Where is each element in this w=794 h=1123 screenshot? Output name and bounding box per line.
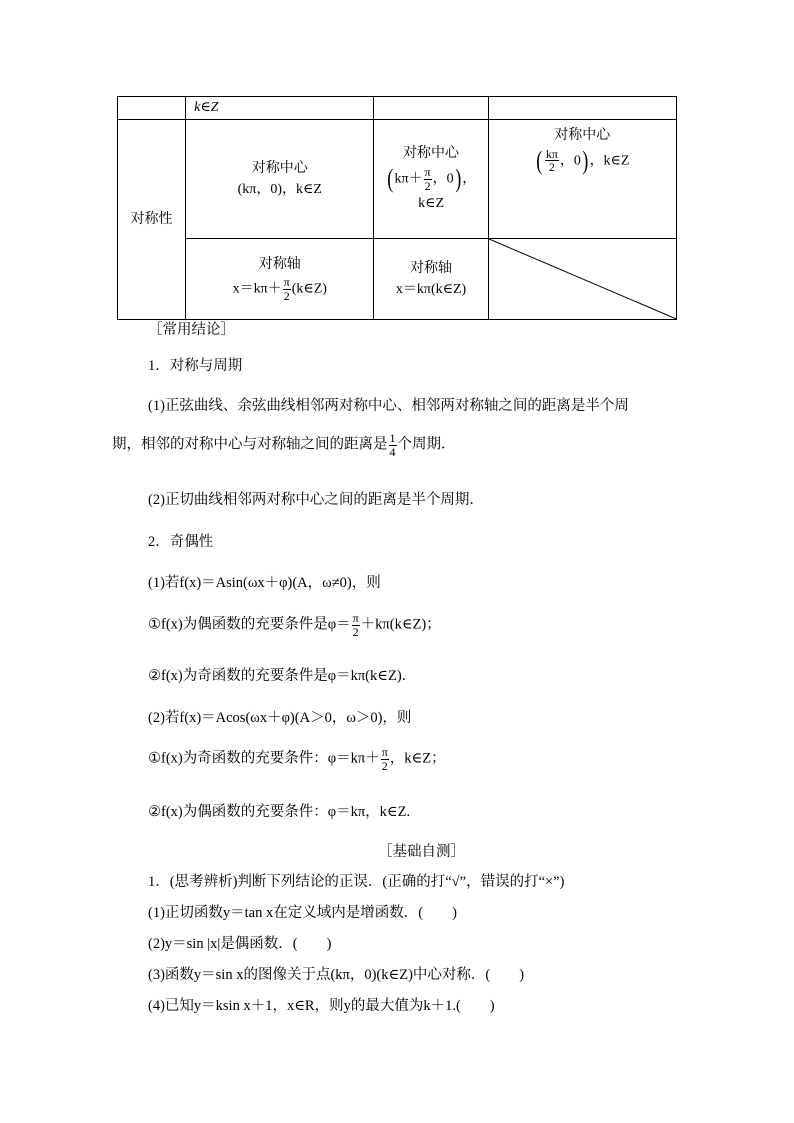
sin-axis-cell bbox=[186, 239, 374, 320]
sin-center-title: 对称中心 bbox=[251, 161, 308, 176]
fraction-numerator: π bbox=[352, 611, 359, 625]
table-cell bbox=[488, 97, 676, 120]
fraction bbox=[381, 746, 389, 772]
fraction-numerator: 1 bbox=[389, 431, 396, 445]
fraction-denominator: 2 bbox=[381, 758, 388, 773]
s2-p1b: ②f(x)为奇函数的充要条件是φ＝kπ(k∈Z)． bbox=[148, 668, 417, 684]
sin-center-cell bbox=[186, 120, 374, 239]
fraction bbox=[545, 148, 559, 174]
q1-4: (4)已知y＝ksin x＋1，x∈R，则y的最大值为k＋1.( ) bbox=[148, 998, 495, 1014]
common-heading: ［常用结论］ bbox=[148, 322, 235, 338]
diagonal-line bbox=[489, 239, 676, 319]
cos-center-formula: (kπ＋ $\frac{\pi}{2}$ ，0)， bbox=[387, 164, 477, 193]
formula-text: ， bbox=[462, 171, 477, 187]
fraction-numerator: kπ bbox=[545, 146, 558, 161]
fraction bbox=[352, 612, 360, 638]
cos-center-k: k∈Z bbox=[418, 196, 444, 212]
symmetry-label-cell bbox=[118, 120, 186, 320]
cos-axis-title: 对称轴 bbox=[410, 261, 453, 276]
cell-text: k∈Z bbox=[194, 100, 219, 116]
fraction-denominator: 2 bbox=[352, 624, 359, 639]
formula-text: ，0 bbox=[559, 152, 581, 168]
formula-text: ，0 bbox=[432, 171, 454, 187]
s2-p1a bbox=[148, 612, 441, 638]
fraction-denominator: 2 bbox=[548, 160, 555, 175]
text: 个周期． bbox=[397, 436, 456, 453]
formula-text: x＝kπ＋ bbox=[232, 281, 282, 297]
table-cell bbox=[374, 97, 488, 120]
text: ＋kπ(k∈Z)； bbox=[360, 616, 441, 633]
tan-center-formula: ( $\frac{k\pi}{2}$ ，0)，k∈Z bbox=[536, 145, 630, 175]
fraction bbox=[424, 166, 432, 192]
q1-2: (2)y＝sin |x|是偶函数．( ) bbox=[148, 936, 332, 952]
empty-diagonal-cell bbox=[488, 239, 676, 320]
section2-title: 2．奇偶性 bbox=[148, 534, 214, 550]
s2-p2: (2)若f(x)＝Acos(ωx＋φ)(A＞0，ω＞0)，则 bbox=[148, 710, 412, 726]
tan-center-cell bbox=[488, 120, 676, 239]
table-cell bbox=[186, 97, 374, 120]
formula-text: (k∈Z) bbox=[291, 281, 327, 297]
text: ①f(x)为奇函数的充要条件：φ＝kπ＋ bbox=[148, 750, 380, 767]
text: ，k∈Z； bbox=[389, 750, 446, 767]
cos-center-cell bbox=[374, 120, 488, 239]
formula-text: kπ＋ bbox=[394, 171, 423, 187]
fraction bbox=[283, 276, 291, 302]
s1-p1-line1: (1)正弦曲线、余弦曲线相邻两对称中心、相邻两对称轴之间的距离是半个周 bbox=[148, 398, 629, 414]
text: ①f(x)为偶函数的充要条件是φ＝ bbox=[148, 616, 351, 633]
sin-axis-formula bbox=[186, 276, 373, 302]
fraction-numerator: π bbox=[283, 275, 290, 290]
fraction-denominator: 2 bbox=[283, 288, 290, 303]
q1-3: (3)函数y＝sin x的图像关于点(kπ，0)(k∈Z)中心对称．( ) bbox=[148, 967, 525, 983]
tan-center-title: 对称中心 bbox=[554, 128, 611, 143]
fraction-numerator: π bbox=[381, 745, 388, 759]
table-row bbox=[118, 239, 677, 320]
table-row bbox=[118, 97, 677, 120]
s1-p1-line2 bbox=[112, 432, 456, 458]
section1-title: 1．对称与周期 bbox=[148, 358, 243, 374]
s2-p1: (1)若f(x)＝Asin(ωx＋φ)(A，ω≠0)，则 bbox=[148, 575, 381, 591]
selftest-heading: ［基础自测］ bbox=[378, 844, 465, 860]
s2-p2a bbox=[148, 746, 446, 772]
cos-center-title: 对称中心 bbox=[403, 146, 460, 162]
text: 期，相邻的对称中心与对称轴之间的距离是 bbox=[112, 436, 388, 453]
fraction bbox=[389, 432, 397, 458]
table-cell bbox=[118, 97, 186, 120]
q1: 1．(思考辨析)判断下列结论的正误．(正确的打“√”，错误的打“×”) bbox=[148, 874, 565, 890]
q1-1: (1)正切函数y＝tan x在定义域内是增函数．( ) bbox=[148, 905, 457, 921]
fraction-denominator: 4 bbox=[389, 444, 396, 459]
properties-table bbox=[117, 96, 677, 320]
fraction-numerator: π bbox=[424, 164, 431, 179]
symmetry-label: 对称性 bbox=[130, 211, 173, 227]
fraction-denominator: 2 bbox=[424, 178, 431, 193]
cos-axis-value: x＝kπ(k∈Z) bbox=[395, 281, 467, 297]
sin-center-value: (kπ，0)，k∈Z bbox=[237, 181, 322, 197]
cos-axis-cell bbox=[374, 239, 488, 320]
sin-axis-title: 对称轴 bbox=[258, 256, 301, 272]
table-row bbox=[118, 120, 677, 239]
s2-p2b: ②f(x)为偶函数的充要条件：φ＝kπ，k∈Z. bbox=[148, 804, 411, 820]
s1-p2: (2)正切曲线相邻两对称中心之间的距离是半个周期． bbox=[148, 492, 484, 508]
formula-text: ，k∈Z bbox=[589, 152, 630, 168]
